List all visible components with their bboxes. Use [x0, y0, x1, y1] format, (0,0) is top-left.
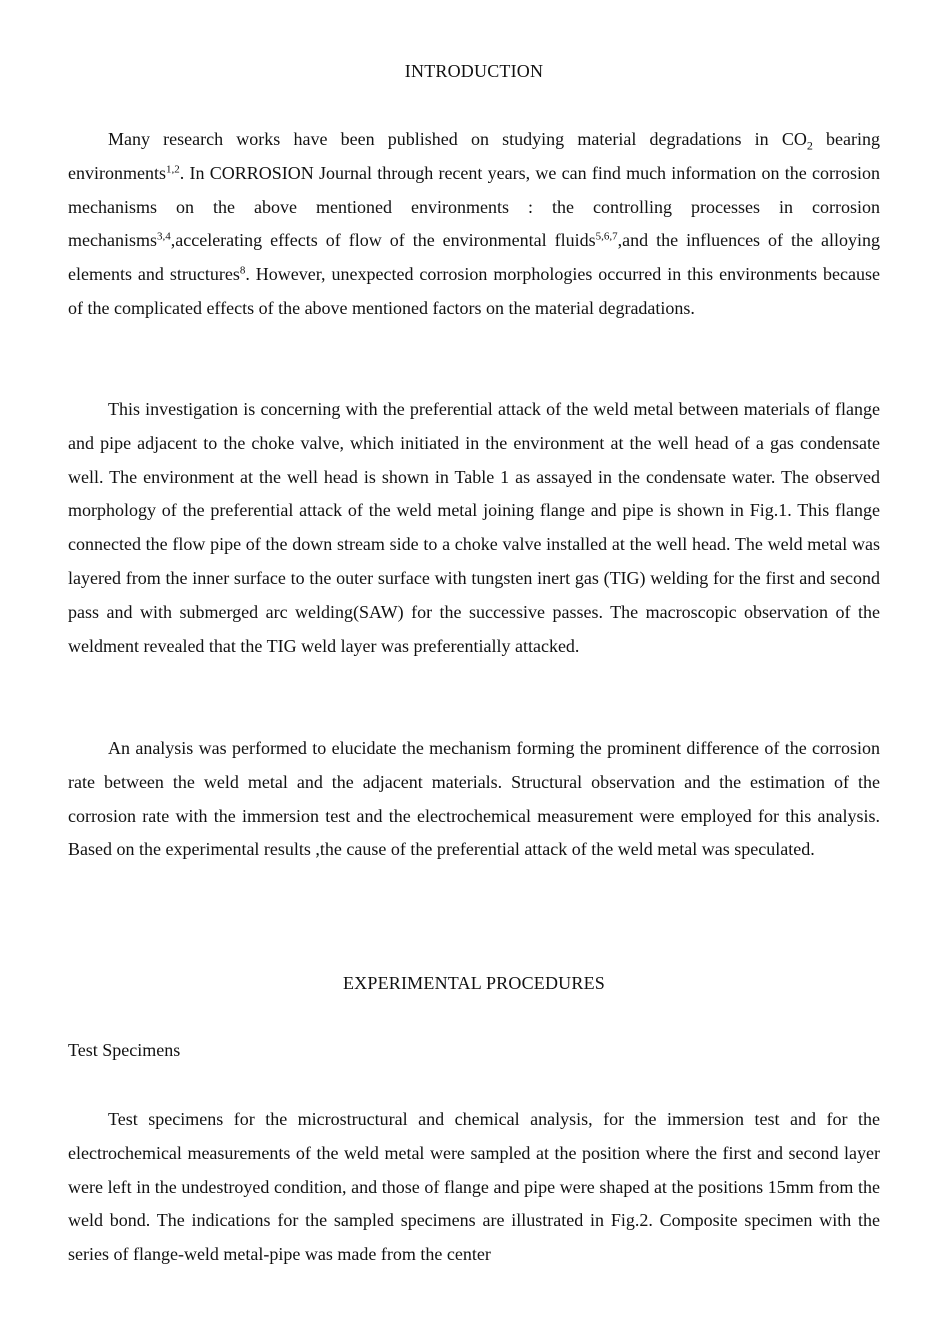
superscript-citation: 8 [239, 264, 246, 277]
subscript: 2 [806, 138, 813, 153]
subsection-heading-test-specimens: Test Specimens [68, 1040, 181, 1060]
section-heading-introduction: INTRODUCTION [404, 61, 544, 81]
experimental-paragraph-1: Test specimens for the microstructural and chemical analysis, for the immersion test and for the electrochemical measurements of the weld metal were sampled at the position where the first and second layer were left in the undestroyed condition, and those of flange and pipe were shaped at the positions 15mm from the weld bond. The indications for the sampled specimens are illustrated in Fig.2. Composite specimen with the series of flange-weld metal-pipe was made from the center [68, 1109, 880, 1265]
section-heading-experimental: EXPERIMENTAL PROCEDURES [342, 973, 605, 993]
intro-paragraph-2: This investigation is concerning with the preferential attack of the weld metal between materials of flange and pipe adjacent to the choke valve, which initiated in the environment at the well head of a gas condensate well. The environment at the well head is shown in Table 1 as assayed in the condensate water. The observed morphology of the preferential attack of the weld metal joining flange and pipe is shown in Fig.1. This flange connected the flow pipe of the down stream side to a choke valve installed at the well head. The weld metal was layered from the inner surface to the outer surface with tungsten inert gas (TIG) welding for the first and second pass and with submerged arc welding(SAW) for the successive passes. The macroscopic observation of the weldment revealed that the TIG weld layer was preferentially attacked. [68, 399, 880, 656]
intro-paragraph-3: An analysis was performed to elucidate the mechanism forming the prominent difference of the corrosion rate between the weld metal and the adjacent materials. Structural observation and the estimation of the corrosion rate with the immersion test and the electrochemical measurement were employed for this analysis. Based on the experimental results ,the cause of the preferential attack of the weld metal was speculated. [68, 738, 880, 860]
superscript-citation: 1,2 [165, 163, 180, 176]
intro-paragraph-1: Many research works have been published on studying material degradations in $CO_2$ bearing environments$^{1,2}$. In CORROSION Journal through recent years, we can find much information on the corrosion mechanisms on the above mentioned environments : the controlling processes in corrosion mechanisms$^{3,4}$,accelerating effects of flow of the environmental fluids$^{5,6,7}$,and the influences of the alloying elements and structures$^8$. However, unexpected corrosion morphologies occurred in this environments because of the complicated effects of the above mentioned factors on the material degradations. [68, 129, 881, 318]
superscript-citation: 5,6,7 [595, 230, 618, 243]
superscript-citation: 3,4 [156, 230, 171, 243]
